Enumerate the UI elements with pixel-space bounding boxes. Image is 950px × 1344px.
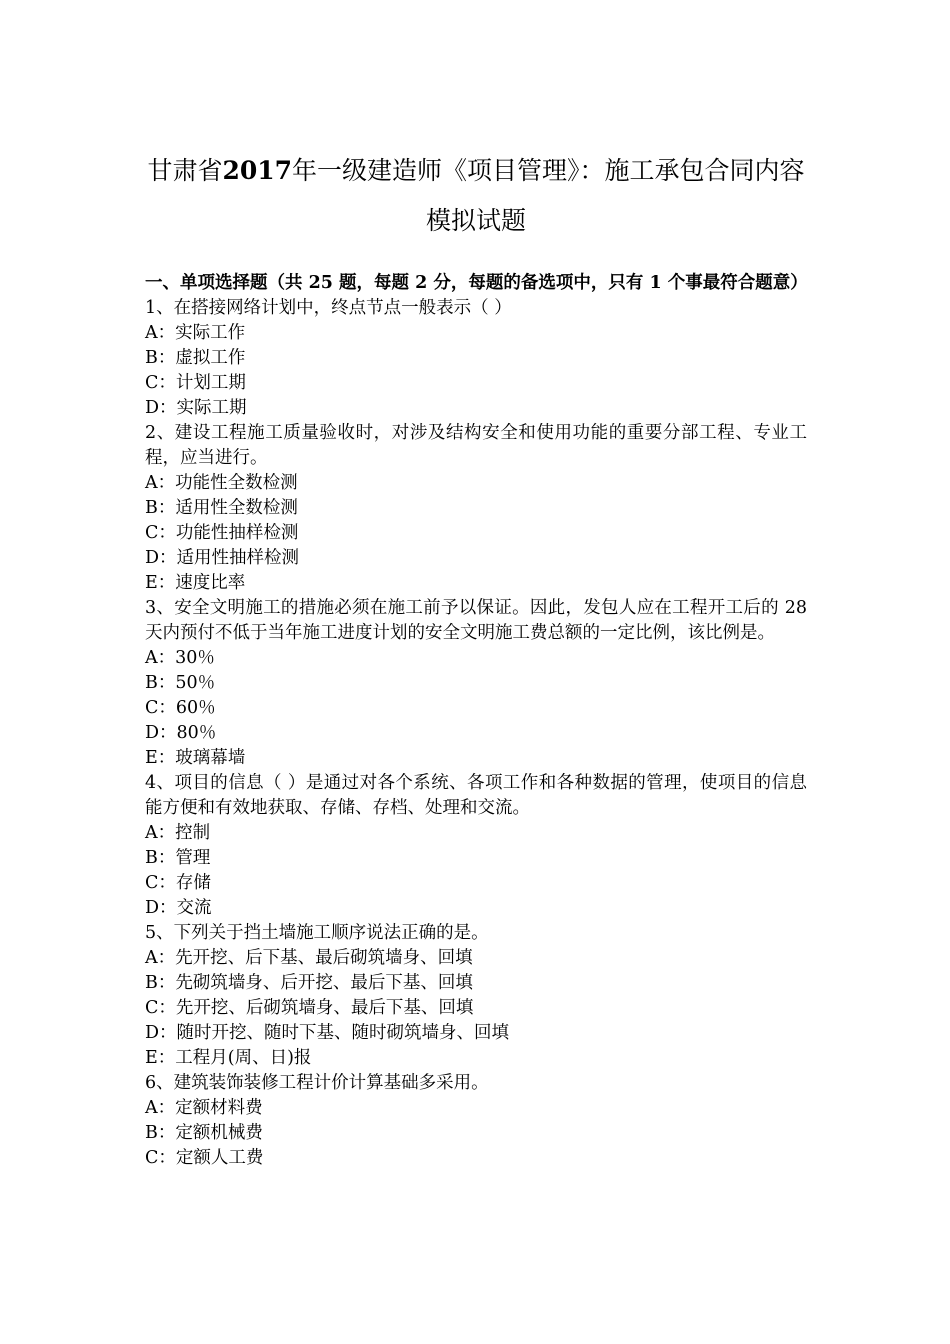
option-d: D：80％ (145, 723, 217, 743)
option-a: A：先开挖、后下基、最后砌筑墙身、回填 (145, 948, 473, 968)
section-heading: 一、单项选择题（共 25 题，每题 2 分，每题的备选项中，只有 1 个事最符合题意） (145, 273, 808, 293)
option-b: B：先砌筑墙身、后开挖、最后下基、回填 (145, 973, 473, 993)
document-body (145, 271, 807, 1171)
title-prefix: 甘肃省 (147, 156, 223, 185)
question-3 (145, 596, 807, 771)
option-b: B：虚拟工作 (145, 348, 246, 368)
option-d: D：适用性抽样检测 (145, 548, 300, 568)
option-d: D：实际工期 (145, 398, 247, 418)
option-c: C：定额人工费 (145, 1148, 264, 1168)
title-year: 2017 (222, 156, 293, 185)
question-2 (145, 421, 807, 596)
question-text: 4、项目的信息（ ）是通过对各个系统、各项工作和各种数据的管理，使项目的信息能方便和有效地获取、存储、存档、处理和交流。 (145, 773, 807, 818)
question-4 (145, 771, 807, 921)
option-c: C：60％ (145, 698, 216, 718)
option-b: B：适用性全数检测 (145, 498, 298, 518)
question-text: 3、安全文明施工的措施必须在施工前予以保证。因此，发包人应在工程开工后的 28 天内预付不低于当年施工进度计划的安全文明施工费总额的一定比例，该比例是。 (145, 598, 807, 643)
option-a: A：控制 (145, 823, 211, 843)
option-d: D：随时开挖、随时下基、随时砌筑墙身、回填 (145, 1023, 510, 1043)
question-1 (145, 296, 807, 421)
option-e: E：工程月(周、日)报 (145, 1048, 312, 1068)
question-6 (145, 1071, 807, 1171)
title-rest: 年一级建造师《项目管理》：施工承包合同内容模拟试题 (292, 156, 805, 235)
option-a: A：实际工作 (145, 323, 246, 343)
option-d: D：交流 (145, 898, 212, 918)
option-c: C：存储 (145, 873, 211, 893)
question-text: 5、下列关于挡土墙施工顺序说法正确的是。 (145, 923, 489, 943)
question-text: 1、在搭接网络计划中，终点节点一般表示（ ） (145, 298, 512, 318)
option-e: E：玻璃幕墙 (145, 748, 246, 768)
option-c: C：先开挖、后砌筑墙身、最后下基、回填 (145, 998, 474, 1018)
option-e: E：速度比率 (145, 573, 246, 593)
option-b: B：50％ (145, 673, 216, 693)
option-b: B：定额机械费 (145, 1123, 263, 1143)
option-a: A：30％ (145, 648, 215, 668)
question-5 (145, 921, 807, 1071)
document-title (145, 146, 807, 246)
question-text: 2、建设工程施工质量验收时，对涉及结构安全和使用功能的重要分部工程、专业工程，应当进行。 (145, 423, 807, 468)
option-c: C：计划工期 (145, 373, 246, 393)
option-a: A：定额材料费 (145, 1098, 263, 1118)
option-c: C：功能性抽样检测 (145, 523, 299, 543)
option-b: B：管理 (145, 848, 211, 868)
option-a: A：功能性全数检测 (145, 473, 298, 493)
question-text: 6、建筑装饰装修工程计价计算基础多采用。 (145, 1073, 489, 1093)
